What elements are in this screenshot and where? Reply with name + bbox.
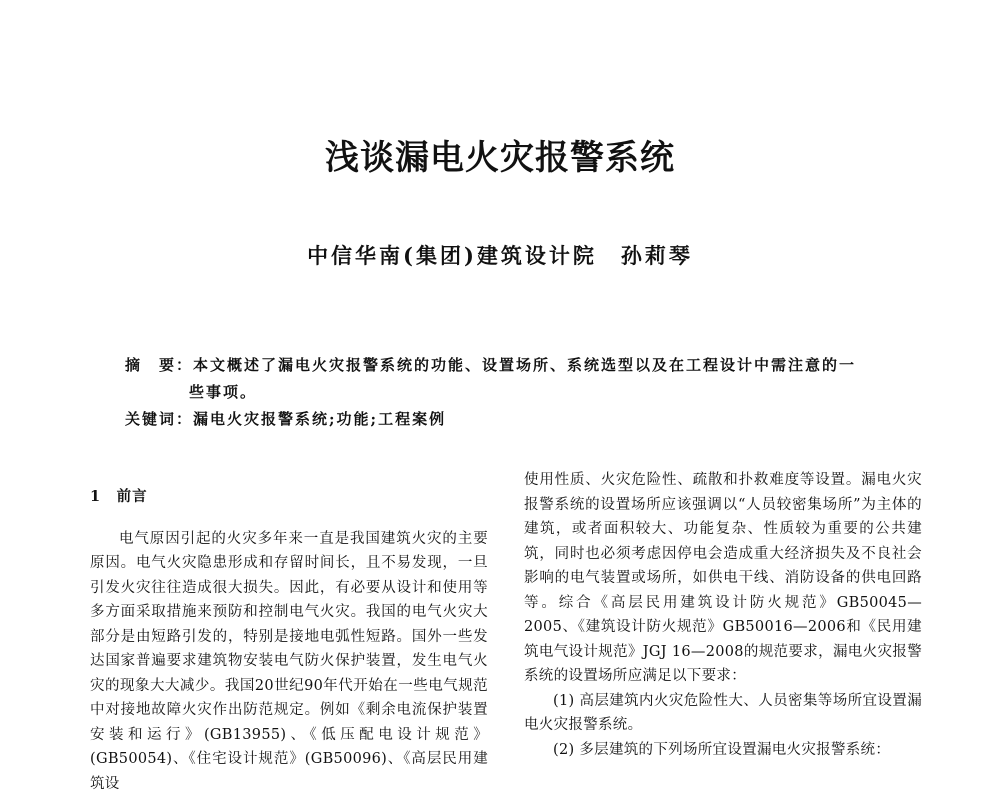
author-line: 中信华南(集团)建筑设计院 孙莉琴 [0,240,1000,270]
body-paragraph: 使用性质、火灾危险性、疏散和扑救难度等设置。漏电火灾报警系统的设置场所应该强调以“人员较密集场所”为主体的建筑，或者面积较大、功能复杂、性质较为重要的公共建筑，同时也必须考虑因停电会造成重大经济损失及不良社会影响的电气装置或场所，如供电干线、消防设备的供电回路等。综合《高层民用建筑设计防火规范》GB50045—2005、《建筑设计防火规范》GB50016—2006和《民用建筑电气设计规范》JGJ 16—2008的规范要求，漏电火灾报警系统的设置场所应满足以下要求： [524,468,922,689]
section-heading: 1 前言 [90,485,488,510]
keywords-text: 漏电火灾报警系统;功能;工程案例 [193,410,446,428]
abstract-block [125,352,905,433]
left-column [90,485,488,796]
abstract-continuation: 些事项。 [125,379,905,406]
right-column [524,468,922,762]
abstract-label: 摘 要： [125,356,193,374]
abstract-text: 本文概述了漏电火灾报警系统的功能、设置场所、系统选型以及在工程设计中需注意的一 [193,356,856,374]
abstract-line [125,352,905,379]
list-item: (2) 多层建筑的下列场所宜设置漏电火灾报警系统： [524,738,922,763]
paper-title: 浅谈漏电火灾报警系统 [0,130,1000,179]
intro-paragraph: 电气原因引起的火灾多年来一直是我国建筑火灾的主要原因。电气火灾隐患形成和存留时间长，且不易发现，一旦引发火灾往往造成很大损失。因此，有必要从设计和使用等多方面采取措施来预防和控制电气火灾。我国的电气火灾大部分是由短路引发的，特别是接地电弧性短路。国外一些发达国家普遍要求建筑物安装电气防火保护装置，发生电气火灾的现象大大减少。我国20世纪90年代开始在一些电气规范中对接地故障火灾作出防范规定。例如《剩余电流保护装置安装和运行》(GB13955)、《低压配电设计规范》(GB50054)、《住宅设计规范》(GB50096)、《高层民用建筑设 [90,527,488,796]
list-item: (1) 高层建筑内火灾危险性大、人员密集等场所宜设置漏电火灾报警系统。 [524,689,922,738]
keywords-line [125,406,905,433]
keywords-label: 关键词： [125,410,193,428]
